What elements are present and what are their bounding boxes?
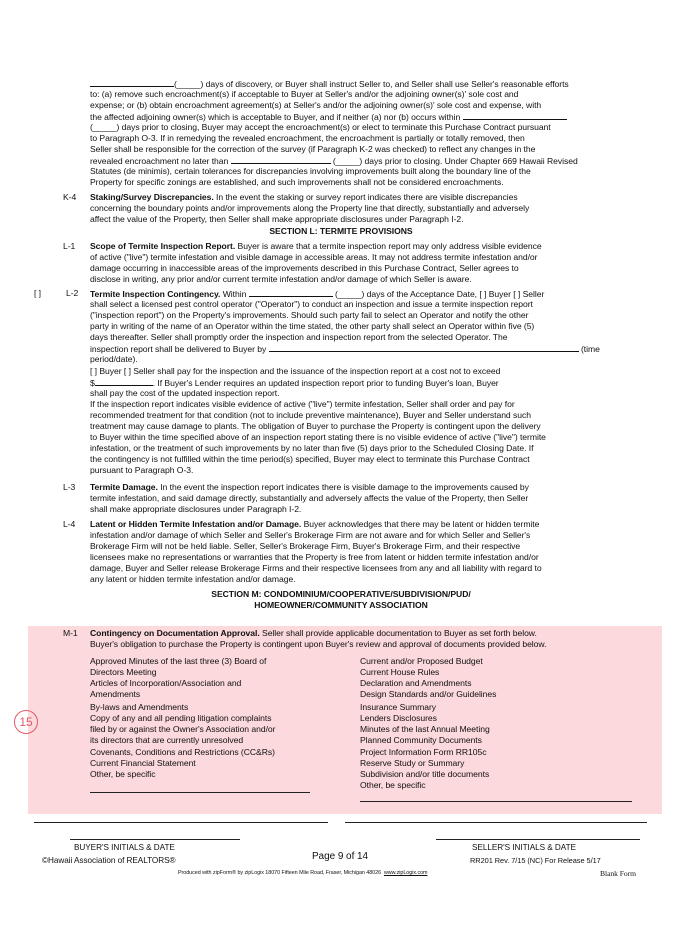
copyright: ©Hawaii Association of REALTORS® bbox=[42, 856, 176, 865]
section-m-heading-2: HOMEOWNER/COMMUNITY ASSOCIATION bbox=[254, 600, 428, 610]
m1-left-item[interactable]: Articles of Incorporation/Association and bbox=[90, 678, 242, 688]
l2-line-11: If the inspection report indicates visible evidence of active ("live") termite infestation, Seller shall order and pay for bbox=[90, 399, 515, 409]
l1-line-4: disclose in writing, any prior and/or current termite infestation and/or damage of which Seller is aware. bbox=[90, 274, 472, 284]
footer-top-rule-left bbox=[34, 822, 328, 823]
m1-right-item[interactable]: Design Standards and/or Guidelines bbox=[360, 689, 497, 699]
l2-line-5: days thereafter. Seller shall promptly order the inspection and inspection report from the selected Operator. The bbox=[90, 332, 508, 342]
k3-line-5: (_____) days prior to closing, Buyer may accept the encroachment(s) or elect to terminate this Purchase Contract pursuant bbox=[90, 122, 551, 132]
annotation-badge: 15 bbox=[14, 710, 38, 734]
form-id: RR201 Rev. 7/15 (NC) For Release 5/17 bbox=[470, 856, 601, 865]
k3-line-9: Statutes (de minimis), certain tolerances for discrepancies involving improvements built along the boundary line of the bbox=[90, 166, 531, 176]
l2-number: L-2 bbox=[66, 288, 79, 298]
m1-right-item[interactable]: Project Information Form RR105c bbox=[360, 747, 487, 757]
l2-line-6: inspection report shall be delivered to Buyer by (time bbox=[90, 344, 600, 354]
m1-right-item[interactable]: Current House Rules bbox=[360, 667, 440, 677]
k3-line-2: to: (a) remove such encroachment(s) if acceptable to Buyer at Seller's and/or the adjoining owner(s)' sole cost and bbox=[90, 89, 519, 99]
k3-line-6: to Paragraph O-3. If in remedying the revealed encroachment, the encroachment is partially or totally removed, then bbox=[90, 133, 525, 143]
l2-line-17: pursuant to Paragraph O-3. bbox=[90, 465, 194, 475]
buyer-initials-line[interactable] bbox=[70, 839, 240, 840]
m1-right-item[interactable]: Declaration and Amendments bbox=[360, 678, 472, 688]
m1-right-item[interactable]: Planned Community Documents bbox=[360, 735, 482, 745]
l4-line-4: licensees make no representations or warranties that the Property is free from latent or hidden termite infestation and/or bbox=[90, 552, 539, 562]
m1-number: M-1 bbox=[63, 628, 78, 638]
k3-line-4: the affected adjoining owner(s) which is acceptable to Buyer, and if neither (a) nor (b) occurs within bbox=[90, 111, 567, 123]
m1-left-item: filed by or against the Owner's Association and/or bbox=[90, 724, 276, 734]
l4-line-3: Brokerage Firm will not be held liable. Seller, Seller's Brokerage Firm, Buyer's Brokerage Firm, and their respective bbox=[90, 541, 521, 551]
ziplogix-link[interactable]: www.zipLogix.com bbox=[383, 870, 428, 876]
m1-line-2: Buyer's obligation to purchase the Property is contingent upon Buyer's review and approval of documents provided below. bbox=[90, 639, 547, 649]
k4-number: K-4 bbox=[63, 192, 77, 202]
m1-left-item[interactable]: Approved Minutes of the last three (3) Board of bbox=[90, 656, 267, 666]
m1-right-other-line[interactable] bbox=[360, 801, 632, 802]
l4-line-5: damage, Buyer and Seller release Brokerage Firms and their respective licensees from any and all liability with regard to bbox=[90, 563, 542, 573]
l1-line-3: damage occurring in inaccessible areas of the improvements described in this Purchase Contract, Seller agrees to bbox=[90, 263, 519, 273]
m1-left-item[interactable]: By-laws and Amendments bbox=[90, 702, 189, 712]
l2-line-16: the contingency is not fulfilled within the time period(s) specified, Buyer may elect to terminate this Purchase Contract bbox=[90, 454, 530, 464]
m1-right-item[interactable]: Insurance Summary bbox=[360, 702, 437, 712]
section-l-heading: SECTION L: TERMITE PROVISIONS bbox=[269, 226, 413, 236]
k4-line-3: affect the value of the Property, then Seller shall make appropriate disclosures under Paragraph I-2. bbox=[90, 214, 464, 224]
l4-line-2: infestation and/or damage of which Seller and Seller's Brokerage Firm are not aware and for which Seller and Seller's bbox=[90, 530, 531, 540]
seller-initials-line[interactable] bbox=[436, 839, 640, 840]
k3-line-1: (_____) days of discovery, or Buyer shall instruct Seller to, and Seller shall use Seller's reasonable efforts bbox=[90, 78, 569, 90]
m1-left-item[interactable]: Copy of any and all pending litigation complaints bbox=[90, 713, 272, 723]
m1-left-other-line[interactable] bbox=[90, 792, 310, 793]
l2-line-9: $ . If Buyer's Lender requires an updated inspection report prior to funding Buyer's loan, Buyer bbox=[90, 378, 499, 388]
l4-number: L-4 bbox=[63, 519, 76, 529]
m1-left-item[interactable]: Other, be specific bbox=[90, 769, 156, 779]
l1-line-2: of active ("live") termite infestation and visible damage in accessible areas. It may not address termite infestation and/or bbox=[90, 252, 538, 262]
l2-checkbox[interactable]: [ ] bbox=[34, 288, 42, 298]
l3-line-2: termite infestation, and said damage directly, substantially and adversely affects the value of the Property, then Seller bbox=[90, 493, 529, 503]
m1-left-item[interactable]: Current Financial Statement bbox=[90, 758, 196, 768]
l2-line-7: period/date). bbox=[90, 354, 138, 364]
m1-left-item: Directors Meeting bbox=[90, 667, 157, 677]
l1-line-1: Scope of Termite Inspection Report. Buyer is aware that a termite inspection report may only address visible evidence bbox=[90, 241, 542, 251]
k3-line-8: revealed encroachment no later than (_____) days prior to closing. Under Chapter 669 Hawaii Revised bbox=[90, 156, 578, 166]
m1-right-item[interactable]: Minutes of the last Annual Meeting bbox=[360, 724, 490, 734]
m1-right-item[interactable]: Reserve Study or Summary bbox=[360, 758, 465, 768]
l1-number: L-1 bbox=[63, 241, 76, 251]
m1-right-item[interactable]: Current and/or Proposed Budget bbox=[360, 656, 483, 666]
l2-line-12: recommended treatment for that condition (not to include preventive maintenance), Buyer and Seller understand such bbox=[90, 410, 531, 420]
k3-line-3: expense; or (b) obtain encroachment agreement(s) at Seller's and/or the adjoining owner(s)' sole cost and expense, with bbox=[90, 100, 542, 110]
l2-line-8: [ ] Buyer [ ] Seller shall pay for the inspection and the issuance of the inspection report at a cost not to exceed bbox=[90, 366, 501, 376]
m1-right-item[interactable]: Subdivision and/or title documents bbox=[360, 769, 490, 779]
l2-line-3: ("inspection report") on the Property's improvements. Should such party fail to select an Operator and notify the other bbox=[90, 310, 529, 320]
l2-line-13: treatment may cause damage to plants. The obligation of Buyer to purchase the Property is contingent upon the delivery bbox=[90, 421, 541, 431]
produced-with: Produced with zipForm® by zipLogix 18070 Fifteen Mile Road, Fraser, Michigan 48026 www.zipLogix.com bbox=[178, 870, 428, 876]
l2-line-10: shall pay the cost of the updated inspection report. bbox=[90, 388, 280, 398]
m1-right-item[interactable]: Other, be specific bbox=[360, 780, 426, 790]
seller-initials-label: SELLER'S INITIALS & DATE bbox=[472, 843, 576, 852]
footer-top-rule-right bbox=[345, 822, 647, 823]
section-m-heading-1: SECTION M: CONDOMINIUM/COOPERATIVE/SUBDIVISION/PUD/ bbox=[211, 589, 471, 599]
k4-line-2: concerning the boundary points and/or improvements along the Property line that directly, substantially and adversely bbox=[90, 203, 530, 213]
l2-line-14: to Buyer within the time specified above of an inspection report stating there is no visible evidence of active ("live") termite bbox=[90, 432, 546, 442]
buyer-initials-label: BUYER'S INITIALS & DATE bbox=[74, 843, 175, 852]
page-number: Page 9 of 14 bbox=[311, 851, 369, 862]
l2-line-1: Termite Inspection Contingency. Within (_____) days of the Acceptance Date, [ ] Buyer [ ] Seller bbox=[90, 289, 545, 299]
m1-left-item: its directors that are currently unresolved bbox=[90, 735, 244, 745]
m1-right-item[interactable]: Lenders Disclosures bbox=[360, 713, 437, 723]
k3-line-7: Seller shall be responsible for the correction of the survey (if Paragraph K-2 was checked) to reflect any changes in the bbox=[90, 144, 536, 154]
l3-line-3: shall make appropriate disclosures under Paragraph I-2. bbox=[90, 504, 302, 514]
k3-line-10: Property for specific zonings are established, and such improvements shall not be considered encroachments. bbox=[90, 177, 504, 187]
m1-left-item: Amendments bbox=[90, 689, 141, 699]
l2-line-15: infestation, or the treatment of such improvements by no later than five (5) days prior to the Scheduled Closing Date. If bbox=[90, 443, 534, 453]
m1-left-item[interactable]: Covenants, Conditions and Restrictions (CC&Rs) bbox=[90, 747, 275, 757]
l2-line-2: shall select a licensed pest control operator ("Operator") to conduct an inspection and issue a termite inspection report bbox=[90, 299, 533, 309]
l2-line-4: party in writing of the name of an Operator within the time stated, the other party shall select an Operator within five (5) bbox=[90, 321, 535, 331]
l3-number: L-3 bbox=[63, 482, 76, 492]
l3-line-1: Termite Damage. In the event the inspection report indicates there is visible damage to the improvements caused by bbox=[90, 482, 529, 492]
k4-line-1: Staking/Survey Discrepancies. In the event the staking or survey report indicates there are visible discrepancies bbox=[90, 192, 518, 202]
l4-line-1: Latent or Hidden Termite Infestation and/or Damage. Buyer acknowledges that there may be latent or hidden termite bbox=[90, 519, 540, 529]
blank-form-label: Blank Form bbox=[600, 869, 636, 878]
l4-line-6: any latent or hidden termite infestation and/or damage. bbox=[90, 574, 296, 584]
m1-line-1: Contingency on Documentation Approval. Seller shall provide applicable documentation to Buyer as set forth below. bbox=[90, 628, 537, 638]
